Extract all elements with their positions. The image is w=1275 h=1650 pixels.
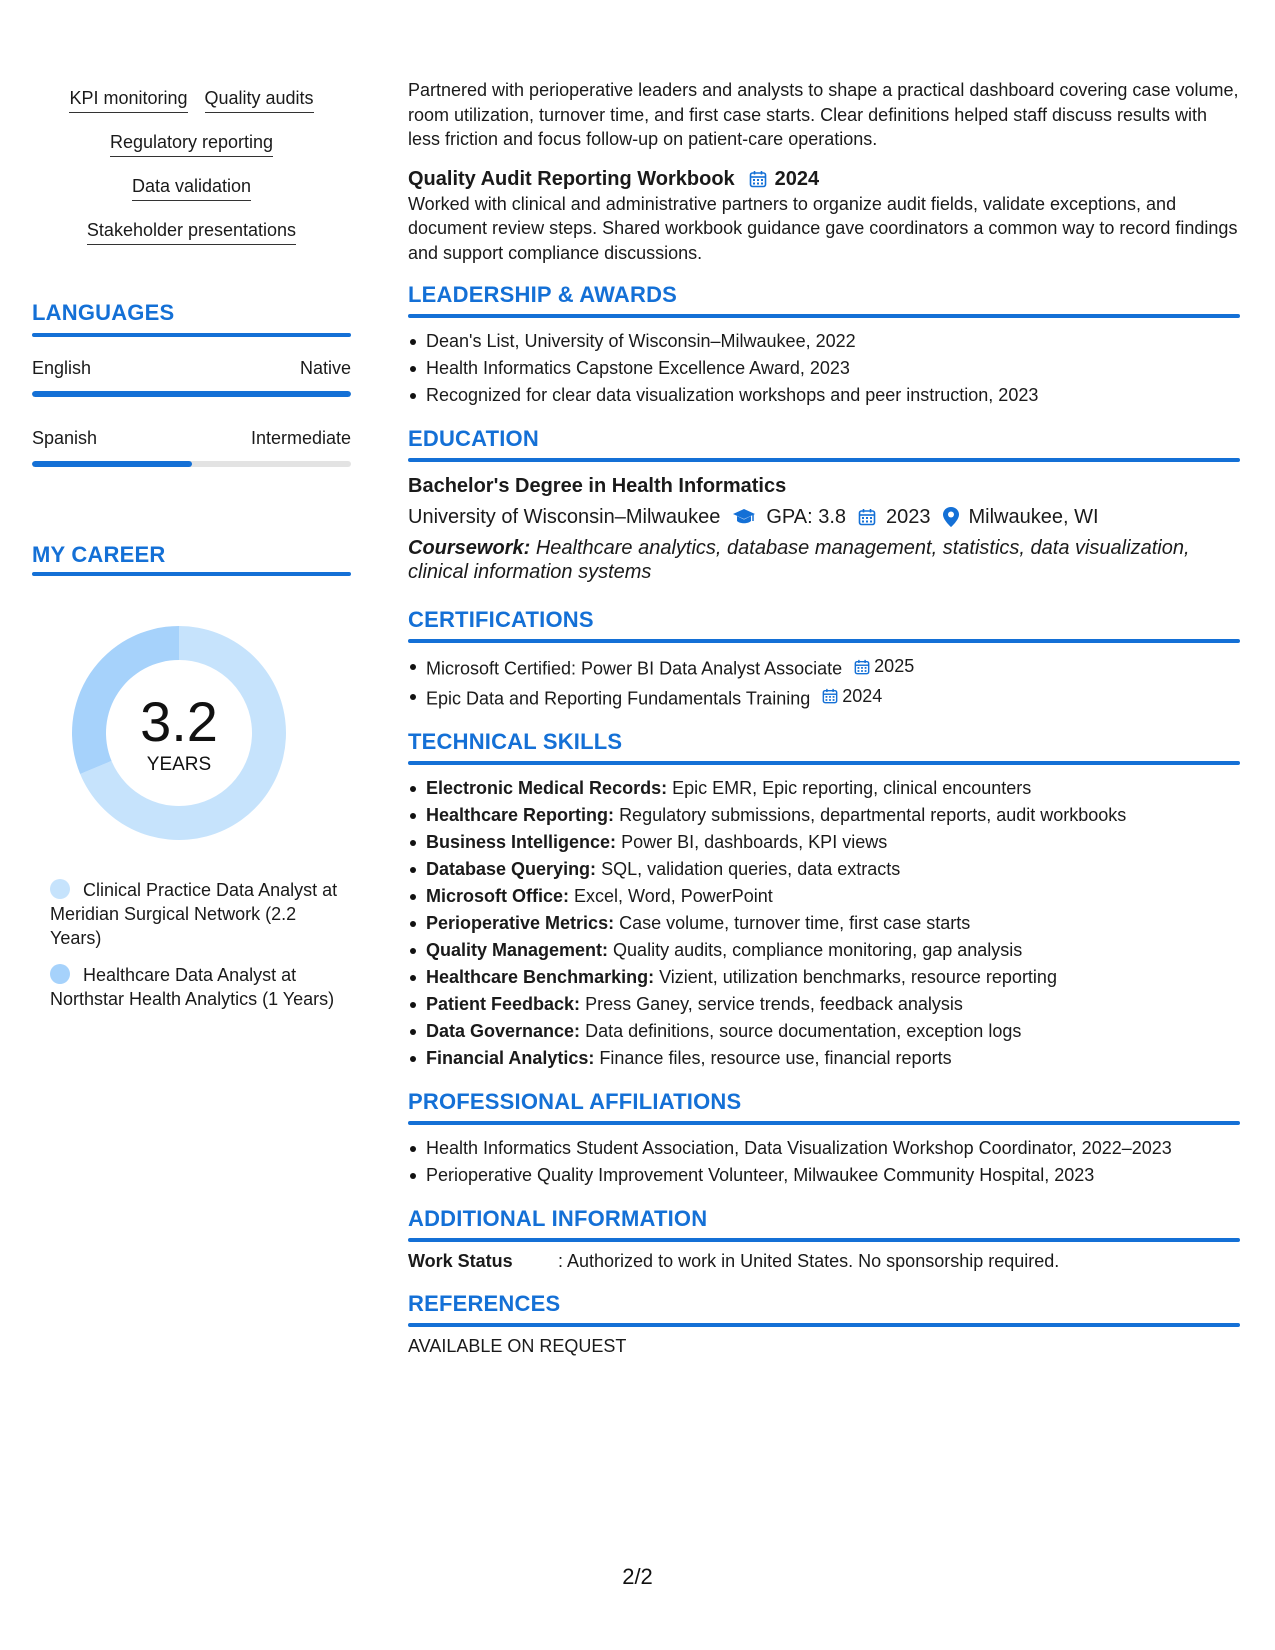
school-name: University of Wisconsin–Milwaukee xyxy=(408,506,721,528)
legend-item xyxy=(50,878,340,950)
list-item: Health Informatics Capstone Excellence Award, 2023 xyxy=(408,355,1240,382)
page-number: 2/2 xyxy=(622,1564,653,1589)
skill-value: Power BI, dashboards, KPI views xyxy=(621,832,888,852)
legend-label: Clinical Practice Data Analyst at Meridian Surgical Network (2.2 Years) xyxy=(50,880,338,948)
list-item xyxy=(408,683,1240,713)
main-column xyxy=(408,78,1240,1359)
legend-dot xyxy=(50,964,70,984)
languages-rule xyxy=(32,333,351,337)
skill-value: Regulatory submissions, departmental reports, audit workbooks xyxy=(619,805,1127,825)
skill-key: Patient Feedback: xyxy=(426,994,581,1014)
list-item xyxy=(408,653,1240,683)
graduation-year: 2023 xyxy=(886,506,931,528)
project-description: Worked with clinical and administrative partners to organize audit fields, validate exceptions, and document review steps. Shared workbook guidance gave coordinators a common way to record findings and support compliance discussions. xyxy=(408,193,1238,263)
language-spanish xyxy=(32,426,351,467)
proficiency-fill xyxy=(32,391,351,397)
list-item xyxy=(408,937,1240,964)
section-rule xyxy=(408,314,1240,318)
section-rule xyxy=(408,761,1240,765)
skill-row xyxy=(32,86,351,113)
list-item xyxy=(408,910,1240,937)
proficiency-fill xyxy=(32,461,192,467)
education-heading: EDUCATION xyxy=(408,426,539,451)
list-item xyxy=(408,802,1240,829)
calendar-icon xyxy=(854,659,870,675)
cert-name: Microsoft Certified: Power BI Data Analyst Associate xyxy=(426,658,843,679)
calendar-icon xyxy=(858,508,876,526)
skill-key: Quality Management: xyxy=(426,940,609,960)
skill-row xyxy=(32,174,351,201)
leadership-list xyxy=(408,328,1240,409)
skill-tag: Stakeholder presentations xyxy=(87,218,296,245)
skill-row xyxy=(32,130,351,157)
list-item xyxy=(408,1045,1240,1072)
section-rule xyxy=(408,458,1240,462)
gpa: GPA: 3.8 xyxy=(766,506,846,528)
certifications-list xyxy=(408,653,1240,712)
list-item: Perioperative Quality Improvement Volunteer, Milwaukee Community Hospital, 2023 xyxy=(408,1162,1240,1189)
leadership-heading: LEADERSHIP & AWARDS xyxy=(408,282,678,307)
references-heading: REFERENCES xyxy=(408,1291,561,1316)
career-unit: YEARS xyxy=(146,754,212,775)
list-item xyxy=(408,991,1240,1018)
coursework xyxy=(408,536,1240,584)
skill-key: Healthcare Benchmarking: xyxy=(426,967,655,987)
skill-key: Microsoft Office: xyxy=(426,886,570,906)
language-name: Spanish xyxy=(32,428,98,448)
skill-tag: Regulatory reporting xyxy=(110,130,273,157)
skill-key: Financial Analytics: xyxy=(426,1048,595,1068)
language-name: English xyxy=(32,358,92,378)
list-item: Health Informatics Student Association, Data Visualization Workshop Coordinator, 2022–2023 xyxy=(408,1135,1240,1162)
calendar-icon xyxy=(822,688,838,704)
education-meta xyxy=(408,502,1240,532)
proficiency-bar xyxy=(32,391,351,397)
references-text: AVAILABLE ON REQUEST xyxy=(408,1336,627,1356)
work-status-value: : Authorized to work in United States. No sponsorship required. xyxy=(558,1251,1060,1271)
skill-value: Press Ganey, service trends, feedback analysis xyxy=(585,994,963,1014)
section-rule xyxy=(408,1121,1240,1125)
skill-value: Vizient, utilization benchmarks, resource reporting xyxy=(659,967,1057,987)
list-item: Dean's List, University of Wisconsin–Milwaukee, 2022 xyxy=(408,328,1240,355)
skill-tag: Data validation xyxy=(132,174,251,201)
skill-value: SQL, validation queries, data extracts xyxy=(601,859,901,879)
legend-item xyxy=(50,963,340,1011)
list-item: Recognized for clear data visualization workshops and peer instruction, 2023 xyxy=(408,382,1240,409)
career-legend xyxy=(50,878,340,1024)
cert-name: Epic Data and Reporting Fundamentals Training xyxy=(426,688,811,708)
skill-key: Electronic Medical Records: xyxy=(426,778,668,798)
skill-key: Business Intelligence: xyxy=(426,832,617,852)
project-year: 2024 xyxy=(774,167,820,190)
technical-skills-heading: TECHNICAL SKILLS xyxy=(408,729,623,754)
career-donut-chart xyxy=(66,620,292,846)
list-item xyxy=(408,829,1240,856)
skill-value: Case volume, turnover time, first case starts xyxy=(619,913,971,933)
skill-value: Epic EMR, Epic reporting, clinical encounters xyxy=(672,778,1032,798)
language-level: Native xyxy=(299,358,351,378)
coursework-label: Coursework: xyxy=(408,537,531,559)
legend-dot xyxy=(50,879,70,899)
skill-tag: KPI monitoring xyxy=(69,86,187,113)
skill-tags xyxy=(32,86,351,262)
list-item xyxy=(408,883,1240,910)
project-title-row xyxy=(408,166,1240,192)
language-level: Intermediate xyxy=(250,428,351,448)
affiliations-heading: PROFESSIONAL AFFILIATIONS xyxy=(408,1089,742,1114)
school-location: Milwaukee, WI xyxy=(968,506,1099,528)
skill-value: Quality audits, compliance monitoring, gap analysis xyxy=(613,940,1023,960)
skill-key: Perioperative Metrics: xyxy=(426,913,615,933)
degree-title: Bachelor's Degree in Health Informatics xyxy=(408,475,787,497)
career-rule xyxy=(32,572,351,576)
section-rule xyxy=(408,1323,1240,1327)
section-rule xyxy=(408,639,1240,643)
languages-heading: LANGUAGES xyxy=(32,300,175,325)
career-total: 3.2 xyxy=(140,690,218,753)
affiliations-list xyxy=(408,1135,1240,1189)
cert-year: 2024 xyxy=(842,685,883,706)
work-status-row xyxy=(408,1248,1240,1274)
list-item xyxy=(408,775,1240,802)
skill-tag: Quality audits xyxy=(205,86,314,113)
additional-info-heading: ADDITIONAL INFORMATION xyxy=(408,1206,708,1231)
cert-year: 2025 xyxy=(874,656,915,676)
skill-key: Data Governance: xyxy=(426,1021,581,1041)
location-pin-icon xyxy=(943,507,959,527)
coursework-text: Healthcare analytics, database management, statistics, data visualization, clinical information systems xyxy=(408,537,1190,583)
skill-value: Finance files, resource use, financial reports xyxy=(599,1048,952,1068)
technical-skills-list xyxy=(408,775,1240,1072)
certifications-heading: CERTIFICATIONS xyxy=(408,607,594,632)
project-title: Quality Audit Reporting Workbook xyxy=(408,167,735,190)
list-item xyxy=(408,1018,1240,1045)
project-intro: Partnered with perioperative leaders and analysts to shape a practical dashboard covering case volume, room utilization, turnover time, and first case starts. Clear definitions helped staff discuss results with less friction and focus follow-up on patient-care operations. xyxy=(408,80,1239,149)
list-item xyxy=(408,964,1240,991)
skill-key: Healthcare Reporting: xyxy=(426,805,615,825)
skill-key: Database Querying: xyxy=(426,859,597,879)
proficiency-bar xyxy=(32,461,351,467)
calendar-icon xyxy=(749,170,767,188)
skill-value: Excel, Word, PowerPoint xyxy=(574,886,773,906)
language-english xyxy=(32,356,351,397)
work-status-label: Work Status xyxy=(408,1251,513,1271)
legend-label: Healthcare Data Analyst at Northstar Health Analytics (1 Years) xyxy=(50,965,335,1009)
list-item xyxy=(408,856,1240,883)
graduation-cap-icon xyxy=(732,508,756,526)
skill-value: Data definitions, source documentation, exception logs xyxy=(585,1021,1022,1041)
skill-row xyxy=(32,218,351,245)
career-heading: MY CAREER xyxy=(32,542,166,567)
section-rule xyxy=(408,1238,1240,1242)
